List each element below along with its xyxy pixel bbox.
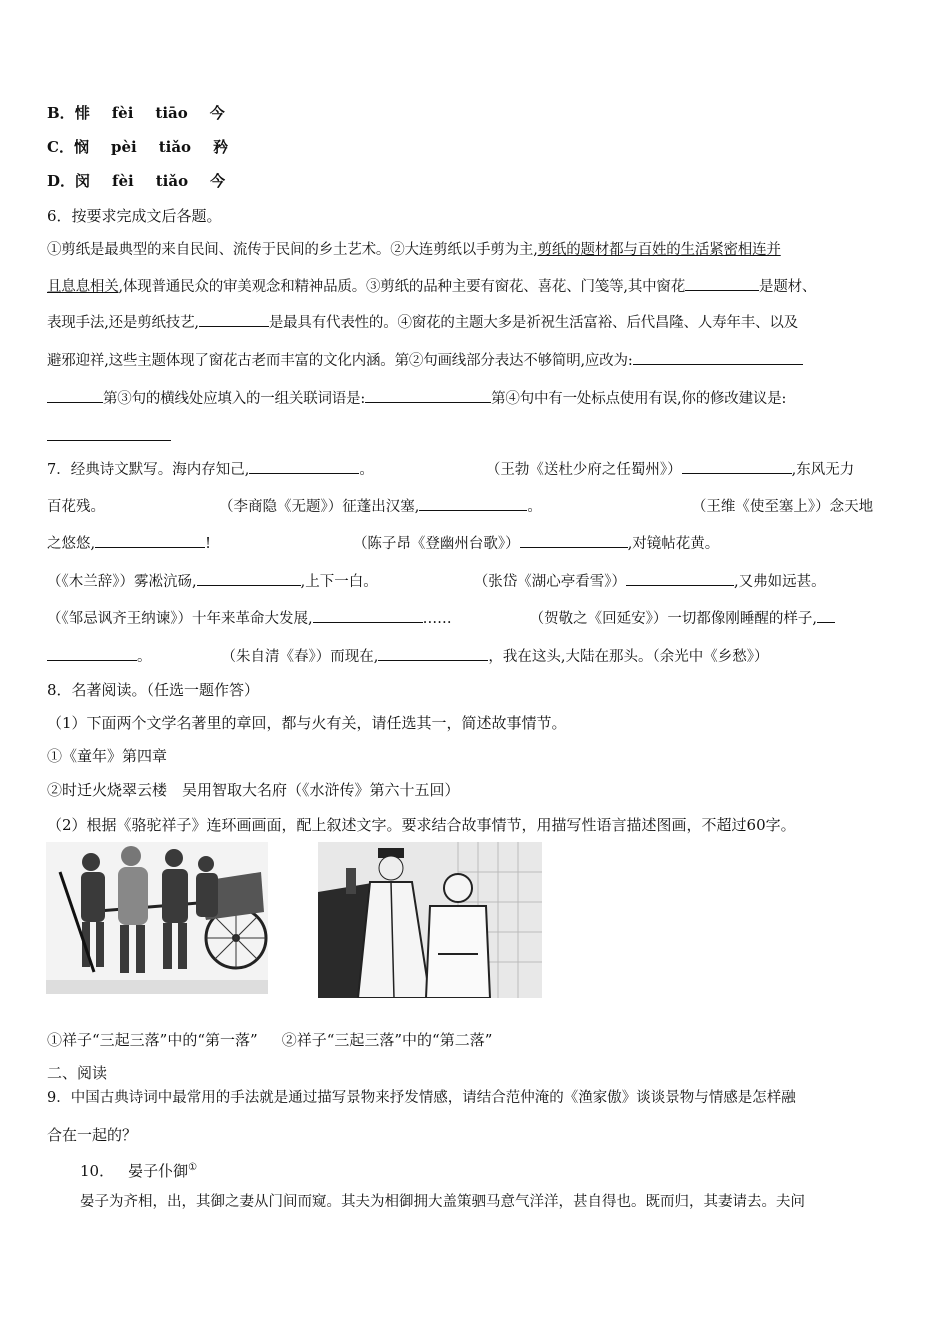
- q9-line1: 9．中国古典诗词中最常用的手法就是通过描写景物来抒发情感，请结合范仲淹的《渔家傲》谈谈景物与情感是怎样融: [47, 1090, 796, 1106]
- section-reading-heading: 二、阅读: [47, 1064, 108, 1082]
- option-b: B．悱 fèi tiāo 今: [47, 104, 225, 122]
- illustration-right: [318, 842, 542, 998]
- q7-blank-8[interactable]: [313, 608, 423, 623]
- q7-blank-4[interactable]: [95, 533, 205, 548]
- q8-option2: ②时迁火烧翠云楼 吴用智取大名府（《水浒传》第六十五回）: [47, 781, 460, 799]
- q10-title: 10． 晏子仆御①: [80, 1162, 198, 1180]
- q7-blank-6[interactable]: [197, 571, 301, 586]
- q7-blank-7[interactable]: [626, 571, 734, 586]
- q6-answer-1a[interactable]: [633, 350, 803, 365]
- q7-blank-2[interactable]: [682, 459, 792, 474]
- q8-title: 8．名著阅读。（任选一题作答）: [47, 681, 260, 699]
- q6-blank-1[interactable]: [685, 276, 759, 291]
- q6-line1: ①剪纸是最典型的来自民间、流传于民间的乡土艺术。②大连剪纸以手剪为主,剪纸的题材都与百姓的生活紧密相连并: [47, 242, 781, 258]
- q8-sub1: （1）下面两个文学名著里的章回，都与火有关，请任选其一，简述故事情节。: [47, 714, 567, 732]
- option-d: D．闵 fèi tiǎo 今: [47, 172, 226, 190]
- q6-answer-3[interactable]: [47, 426, 171, 441]
- q6-answer-2[interactable]: [365, 388, 491, 403]
- q6-line5: 第③句的横线处应填入的一组关联词语是: 第④句中有一处标点使用有误,你的修改建议是:: [47, 388, 786, 409]
- q6-line3: 表现手法,还是剪纸技艺, 是最具有代表性的。④窗花的主题大多是祈祝生活富裕、后代昌隆、人寿年丰、以及: [47, 312, 798, 333]
- q6-title: 6．按要求完成文后各题。: [47, 207, 222, 225]
- q10-text: 晏子为齐相，出，其御之妻从门间而窥。其夫为相御拥大盖策驷马意气洋洋，甚自得也。既而归，其妻请去。夫问: [80, 1194, 805, 1210]
- q7-line6: 。 （朱自清《春》）而现在, ，我在这头,大陆在那头。（余光中《乡愁》）: [47, 646, 768, 667]
- q7-line1: 7．经典诗文默写。海内存知己, 。 （王勃《送杜少府之任蜀州》） ,东风无力: [47, 459, 854, 480]
- q7-blank-3[interactable]: [419, 496, 527, 511]
- q6-line4: 避邪迎祥,这些主题体现了窗花古老而丰富的文化内涵。第②句画线部分表达不够简明,应改为:: [47, 350, 803, 371]
- q7-line5: （《邹忌讽齐王纳谏》）十年来革命大发展, …… （贺敬之《回延安》）一切都像刚睡醒的样子,: [47, 608, 835, 629]
- q7-line4: （《木兰辞》）雾凇沆砀, ,上下一白。 （张岱《湖心亭看雪》） ,又弗如远甚。: [47, 571, 826, 592]
- q7-blank-5[interactable]: [520, 533, 628, 548]
- q8-captions: ①祥子“三起三落”中的“第一落” ②祥子“三起三落”中的“第二落”: [47, 1031, 493, 1049]
- q9-line2: 合在一起的？: [47, 1126, 138, 1144]
- q7-line2: 百花残。 （李商隐《无题》）征蓬出汉塞, 。 （王维《使至塞上》）念天地: [47, 496, 873, 517]
- q7-blank-10[interactable]: [378, 646, 488, 661]
- q7-blank-1[interactable]: [249, 459, 359, 474]
- q8-option1: ①《童年》第四章: [47, 747, 168, 765]
- q6-answer-1b[interactable]: [47, 388, 103, 403]
- q7-blank-9b[interactable]: [47, 646, 137, 661]
- q6-line2: 且息息相关,体现普通民众的审美观念和精神品质。③剪纸的品种主要有窗花、喜花、门笺等,其中窗花 是题材、: [47, 276, 816, 297]
- q7-blank-9a[interactable]: [817, 608, 835, 623]
- q8-sub2: （2）根据《骆驼祥子》连环画画面，配上叙述文字。要求结合故事情节，用描写性语言描述图画，不超过60字。: [47, 816, 796, 834]
- option-c: C．悯 pèi tiǎo 矜: [47, 138, 229, 156]
- q6-line6: [47, 426, 171, 446]
- illustration-left: [46, 842, 268, 994]
- q6-blank-2[interactable]: [199, 312, 269, 327]
- q7-line3: 之悠悠, ! （陈子昂《登幽州台歌》） ,对镜帖花黄。: [47, 533, 719, 554]
